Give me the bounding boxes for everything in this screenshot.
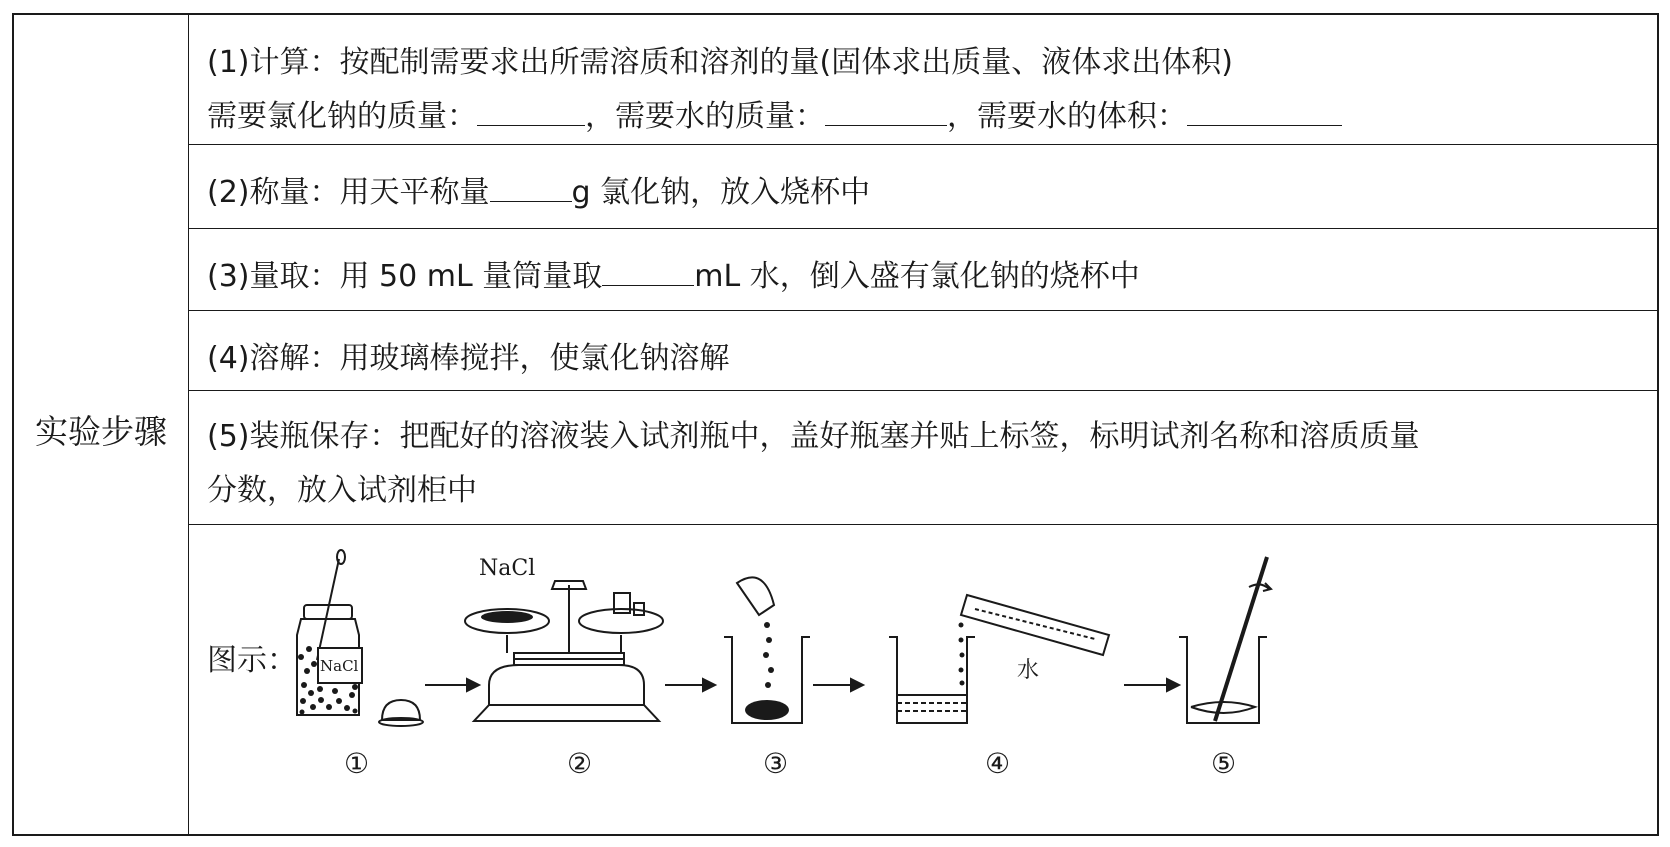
measure-blank: [602, 255, 694, 286]
step-number-2: ②: [567, 747, 593, 780]
step-2-row: [189, 145, 1657, 229]
step-number-1: ①: [344, 747, 370, 780]
figure-row: [189, 525, 1657, 835]
figure-label: 图示：: [207, 643, 297, 678]
nacl-mass-question: 需要氯化钠的质量：: [207, 99, 477, 134]
arrow-icon: [813, 679, 863, 691]
water-mass-question: 需要水的质量：: [615, 99, 825, 134]
step-3-before: (3)量取：用 50 mL 量筒量取: [207, 259, 603, 294]
step-3-after: mL 水，倒入盛有氯化钠的烧杯中: [694, 259, 1140, 294]
step-number-4: ④: [985, 747, 1011, 780]
balance-label: NaCl: [479, 556, 536, 581]
nacl-mass-blank: [477, 95, 585, 126]
row-header-label: 实验步骤: [35, 412, 167, 451]
beaker-pouring-water-icon: [889, 595, 1109, 723]
step-3-row: [189, 229, 1657, 311]
water-label: 水: [1017, 658, 1040, 683]
separator: ，: [947, 99, 977, 134]
arrow-icon: [665, 679, 715, 691]
step-2-text: [207, 167, 870, 211]
bottle-label: NaCl: [320, 657, 359, 675]
arrow-icon: [425, 679, 479, 691]
balance-icon: [465, 581, 663, 721]
step-2-before: (2)称量：用天平称量: [207, 175, 490, 210]
step-1-questions: [207, 91, 1342, 135]
step-5-line-2: 分数，放入试剂柜中: [207, 473, 477, 508]
water-volume-question: 需要水的体积：: [977, 99, 1187, 134]
step-number-5: ⑤: [1211, 747, 1237, 780]
step-number-3: ③: [763, 747, 789, 780]
reagent-bottle-icon: [297, 550, 423, 726]
separator: ，: [585, 99, 615, 134]
beaker-stirring-icon: [1179, 557, 1271, 723]
experiment-steps-table: [12, 13, 1659, 836]
water-mass-blank: [825, 95, 947, 126]
step-1-description: (1)计算：按配制需要求出所需溶质和溶剂的量(固体求出质量、液体求出体积): [207, 45, 1233, 80]
steps-column: [189, 15, 1657, 834]
row-header-cell: [14, 15, 189, 834]
step-5-line-1: (5)装瓶保存：把配好的溶液装入试剂瓶中，盖好瓶塞并贴上标签，标明试剂名称和溶质质量: [207, 419, 1420, 454]
step-4-row: [189, 311, 1657, 391]
step-4-text: (4)溶解：用玻璃棒搅拌，使氯化钠溶解: [207, 341, 730, 376]
procedure-illustration: [189, 525, 1649, 825]
water-volume-blank: [1187, 95, 1342, 126]
weigh-blank: [490, 171, 572, 202]
step-3-text: [207, 251, 1140, 295]
beaker-with-funnel-icon: [724, 577, 810, 723]
step-5-row: [189, 391, 1657, 525]
step-2-after: g 氯化钠，放入烧杯中: [571, 175, 871, 210]
step-1-row: [189, 15, 1657, 145]
arrow-icon: [1124, 679, 1179, 691]
